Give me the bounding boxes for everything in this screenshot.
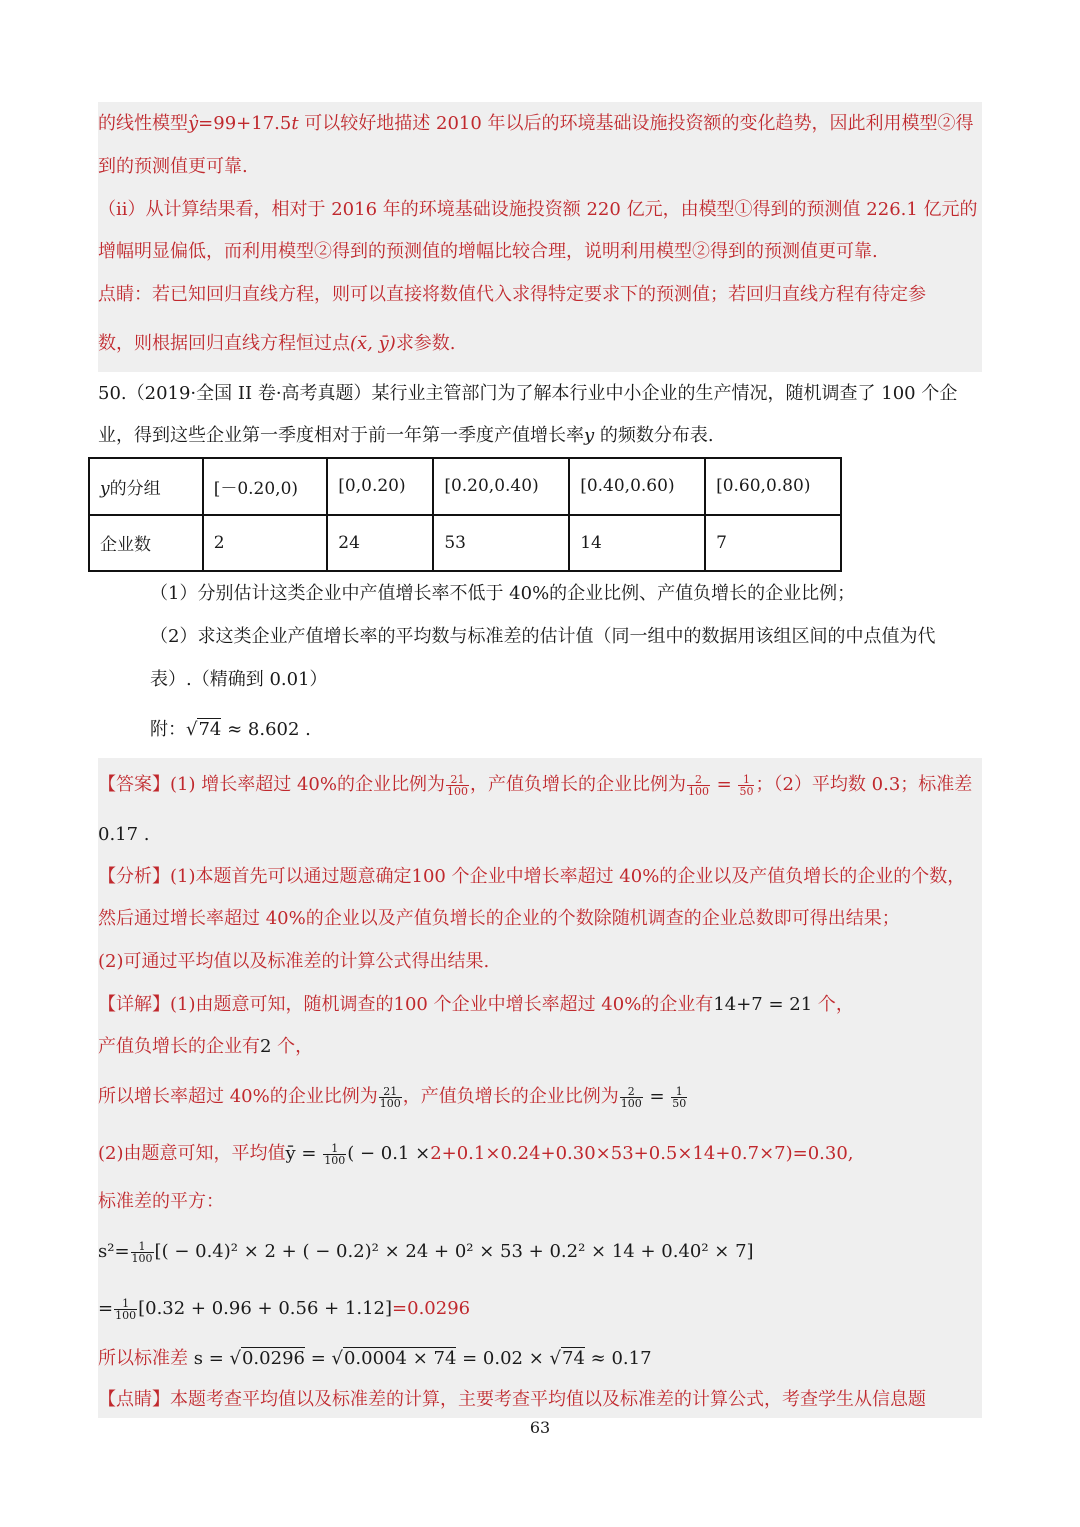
xiangjie-line-4: (2)由题意可知，平均值ȳ = $\frac{1}{100}$ ( − 0.1 ×2+0.1×0.24+0.30×53+0.5×14+0.7×7)=0.30, [98,1141,854,1167]
table-row [89,515,841,572]
answer-line-2: 0.17 . [98,824,150,845]
xiangjie-line-7: = $\frac{1}{100}$ [0.32 + 0.96 + 0.56 + 1.12]=0.0296 [98,1296,471,1322]
analysis-line-4: 增幅明显偏低，而利用模型②得到的预测值的增幅比较合理，说明利用模型②得到的预测值更可靠. [98,241,878,262]
xiangjie-line-5: 标准差的平方： [98,1191,224,1212]
fraction: $\frac{1}{50}$ [739,772,754,798]
fenxi-line-2: 然后通过增长率超过 40%的企业以及产值负增长的企业的个数除随机调查的企业总数即可得出结果； [98,908,900,929]
xiangjie-line-3: 所以增长率超过 40%的企业比例为 $\frac{21}{100}$ ，产值负增长的企业比例为 $\frac{2}{100}$ = $\frac{1}{50}$ [98,1084,687,1110]
answer-line-1: 【答案】(1) 增长率超过 40%的企业比例为 $\frac{21}{100}$ ，产值负增长的企业比例为 $\frac{2}{100}$ = $\frac{1}{50}$ ；（2）平均数 0.3；标准差 [98,772,973,798]
table-cell: 53 [433,515,569,572]
analysis-line-1: 的线性模型ŷ=99+17.5t 可以较好地描述 2010 年以后的环境基础设施投资额的变化趋势，因此利用模型②得 [98,113,974,134]
xiangjie-line-2: 产值负增长的企业有2 个， [98,1036,314,1057]
analysis-line-2: 到的预测值更可靠. [98,156,248,177]
question-1: （1）分别估计这类企业中产值增长率不低于 40%的企业比例、产值负增长的企业比例； [150,583,856,604]
table-cell: [0.60,0.80) [705,458,841,515]
table-cell: [0.40,0.60) [569,458,705,515]
xiangjie-line-8: 所以标准差 s = √0.0296 = √0.0004 × 74 = 0.02 × √74 ≈ 0.17 [98,1348,652,1369]
table-header-cell: 企业数 [89,515,203,572]
table-cell: [0.20,0.40) [433,458,569,515]
problem-line-2: 业，得到这些企业第一季度相对于前一年第一季度产值增长率y 的频数分布表. [98,425,714,446]
dianjing-line-2: 数，则根据回归直线方程恒过点(x̄, ȳ)求参数. [98,333,456,354]
table-cell: 7 [705,515,841,572]
table-header-cell: y的分组 [89,458,203,515]
fenxi-line-1: 【分析】(1)本题首先可以通过题意确定100 个企业中增长率超过 40%的企业以及产值负增长的企业的个数， [98,866,966,887]
fraction: $\frac{2}{100}$ [620,1084,642,1110]
xiangjie-line-6: s²= $\frac{1}{100}$ [( − 0.4)² × 2 + ( − 0.2)² × 24 + 0² × 53 + 0.2² × 14 + 0.40² × 7] [98,1239,754,1265]
fraction: $\frac{2}{100}$ [687,772,709,798]
table-cell: 14 [569,515,705,572]
table-row [89,458,841,515]
problem-line-1: 50.（2019·全国 II 卷·高考真题）某行业主管部门为了解本行业中小企业的生产情况，随机调查了 100 个企 [98,383,958,404]
fraction: $\frac{1}{100}$ [115,1296,137,1322]
analysis-line-3: （ii）从计算结果看，相对于 2016 年的环境基础设施投资额 220 亿元，由模型①得到的预测值 226.1 亿元的 [98,199,978,220]
appendix: 附：√74 ≈ 8.602 . [150,719,311,740]
table-cell: [0,0.20) [327,458,433,515]
page-number: 63 [529,1418,551,1437]
fraction: $\frac{1}{100}$ [324,1141,346,1167]
table-cell: 2 [203,515,328,572]
table-cell: 24 [327,515,433,572]
xiangjie-line-1: 【详解】(1)由题意可知，随机调查的100 个企业中增长率超过 40%的企业有14+7 = 21 个， [98,994,854,1015]
dianjing-bottom-line: 【点睛】本题考查平均值以及标准差的计算，主要考查平均值以及标准差的计算公式，考查学生从信息题 [98,1389,926,1410]
fraction: $\frac{1}{100}$ [131,1239,153,1265]
frequency-table [88,457,842,572]
table-cell: [－0.20,0) [203,458,328,515]
fraction: $\frac{21}{100}$ [379,1084,401,1110]
dianjing-line-1: 点睛：若已知回归直线方程，则可以直接将数值代入求得特定要求下的预测值；若回归直线方程有待定参 [98,284,926,305]
fraction: $\frac{1}{50}$ [672,1084,687,1110]
question-2-line-2: 表）.（精确到 0.01） [150,669,328,690]
fraction: $\frac{21}{100}$ [446,772,468,798]
question-2-line-1: （2）求这类企业产值增长率的平均数与标准差的估计值（同一组中的数据用该组区间的中点值为代 [150,626,936,647]
fenxi-line-3: (2)可通过平均值以及标准差的计算公式得出结果. [98,951,490,972]
